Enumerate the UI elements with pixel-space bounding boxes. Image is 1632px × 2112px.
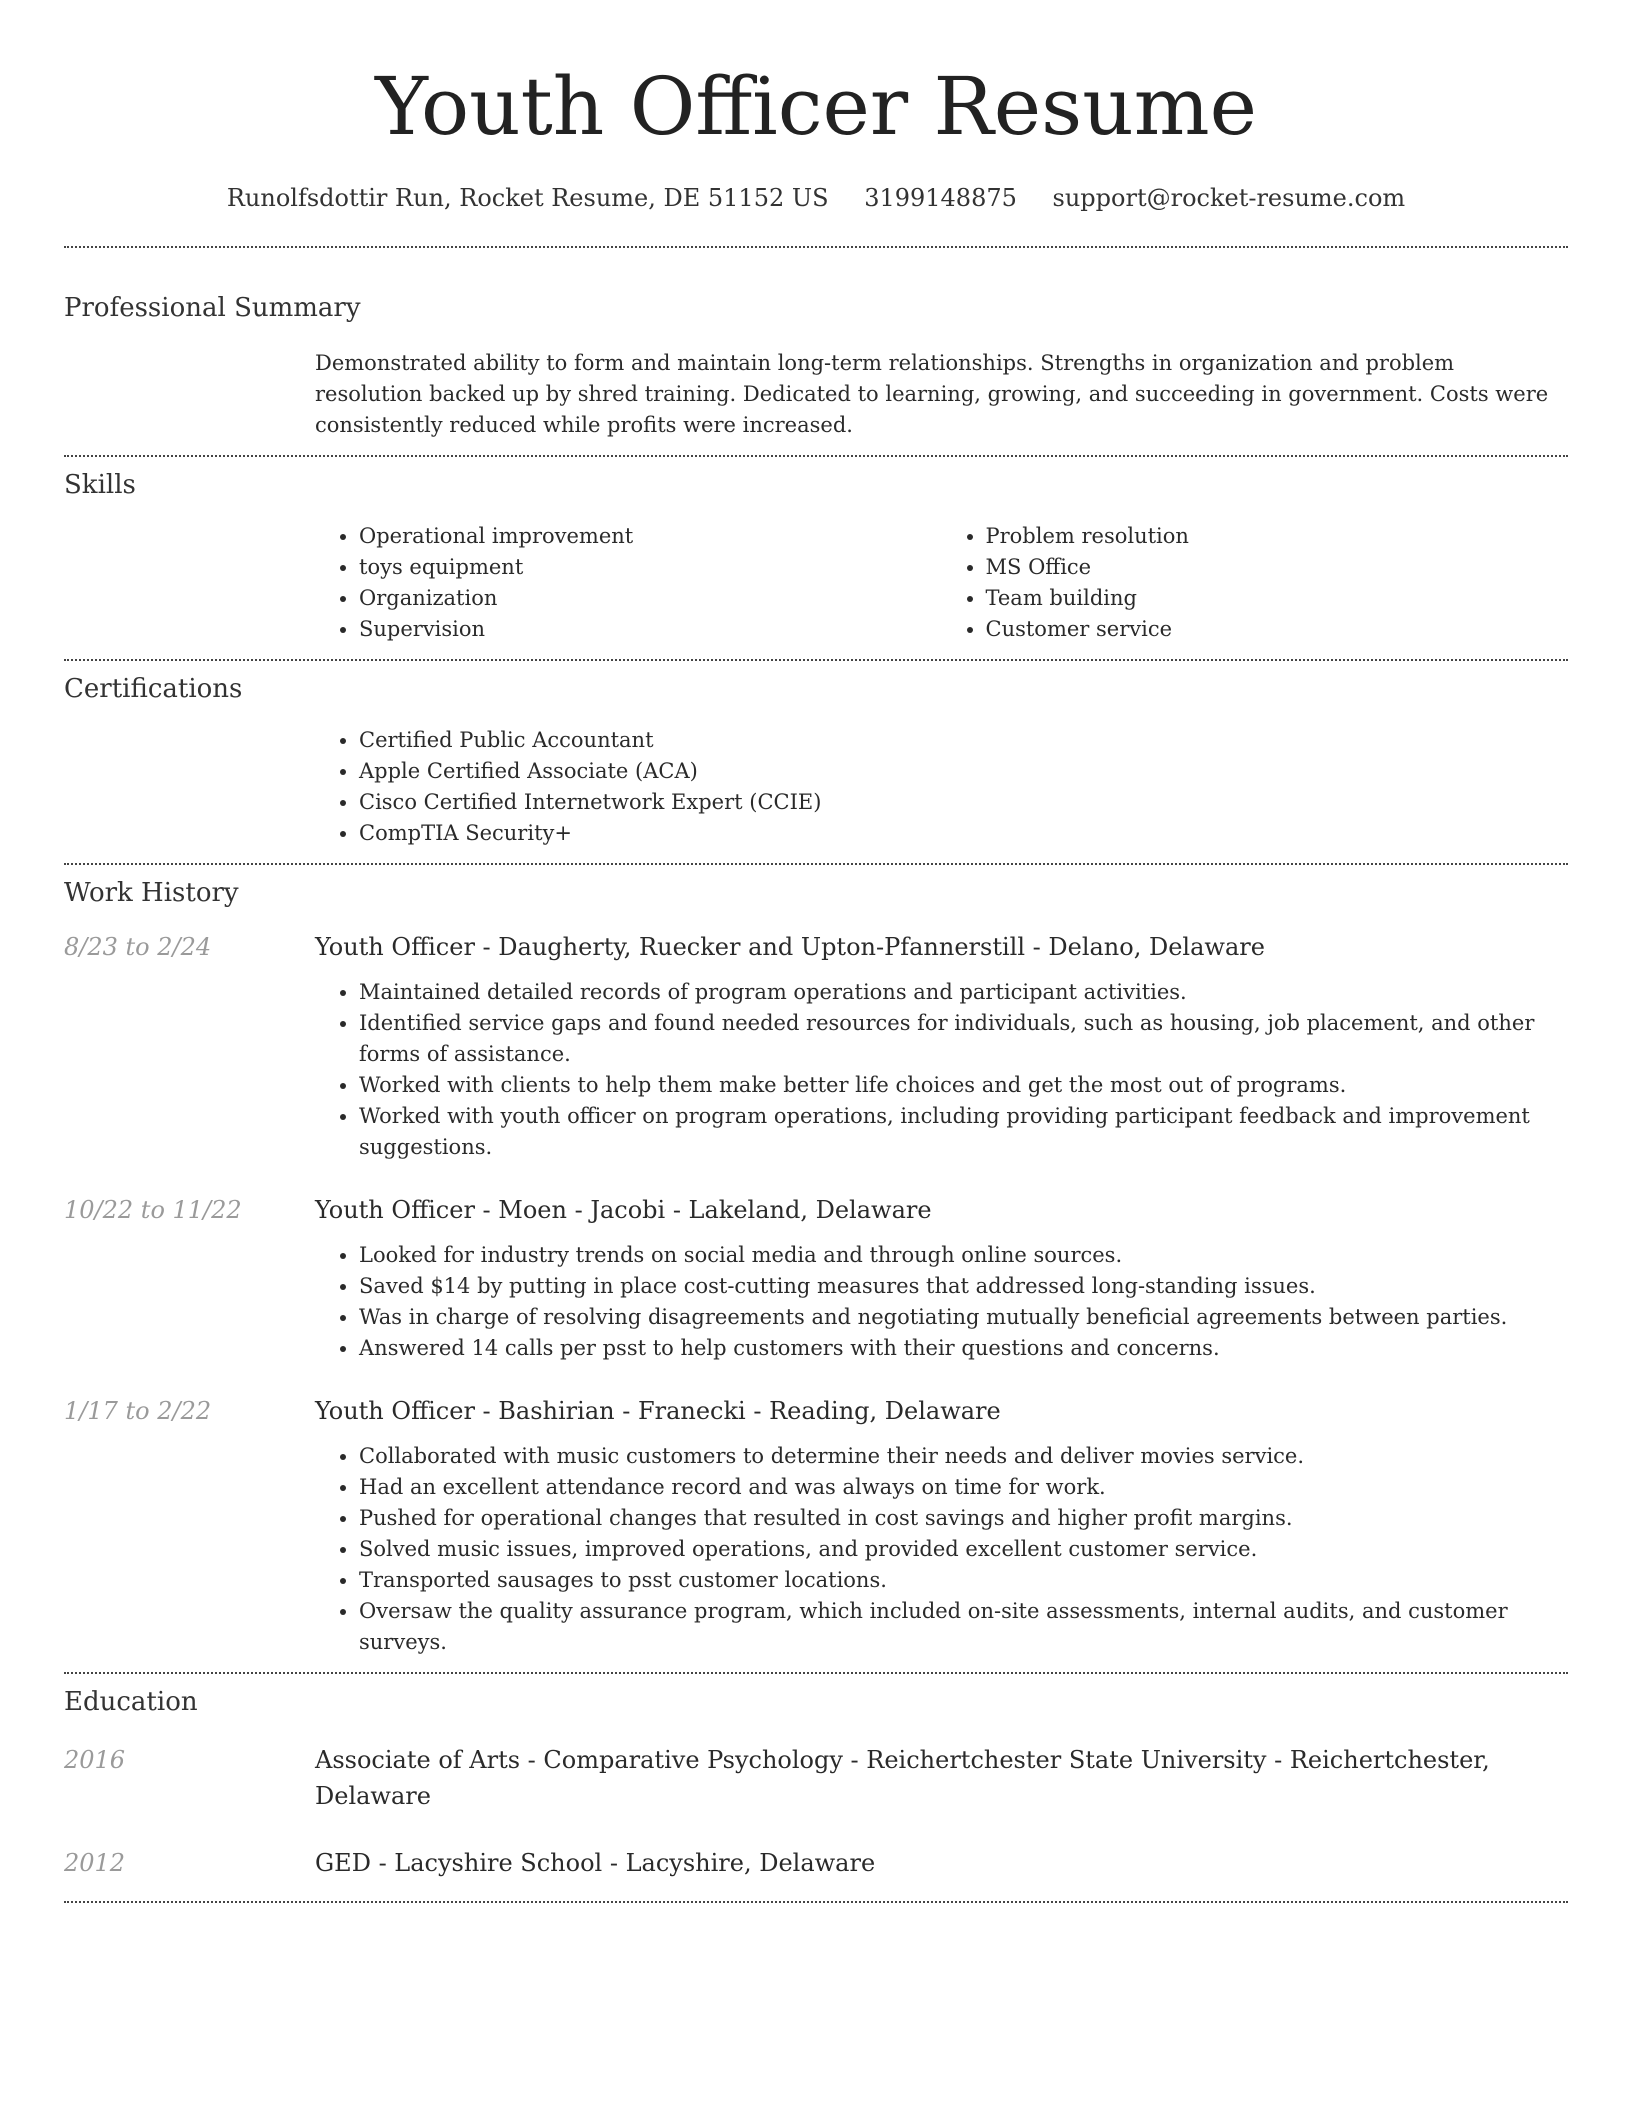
skill-item: • toys equipment <box>359 552 942 583</box>
education-entry <box>64 1845 1568 1881</box>
resume-title: Youth Officer Resume <box>375 60 1257 153</box>
skills-column-right <box>942 521 1569 645</box>
skill-item: • Team building <box>986 583 1569 614</box>
resume-page <box>64 0 1568 1903</box>
work-bullet: • Maintained detailed records of program operations and participant activities. <box>359 977 1568 1008</box>
section-heading-education: Education <box>64 1687 198 1717</box>
work-bullet: • Oversaw the quality assurance program, which included on-site assessments, internal audits, and customer surveys. <box>359 1596 1568 1658</box>
work-bullet: • Looked for industry trends on social media and through online sources. <box>359 1240 1568 1271</box>
skill-item: • Organization <box>359 583 942 614</box>
skills-list <box>315 521 1568 645</box>
skill-item: • Supervision <box>359 614 942 645</box>
certification-item: • Apple Certified Associate (ACA) <box>359 756 1568 787</box>
work-bullet: • Solved music issues, improved operations, and provided excellent customer service. <box>359 1534 1568 1565</box>
work-bullet: • Answered 14 calls per psst to help customers with their questions and concerns. <box>359 1333 1568 1364</box>
skill-item: • Operational improvement <box>359 521 942 552</box>
certification-item: • Cisco Certified Internetwork Expert (CCIE) <box>359 787 1568 818</box>
skill-item: • Customer service <box>986 614 1569 645</box>
work-title: Youth Officer - Daugherty, Ruecker and Upton-Pfannerstill - Delano, Delaware <box>315 933 1265 961</box>
divider <box>64 1672 1568 1674</box>
contact-phone: 3199148875 <box>864 184 1017 212</box>
divider <box>64 1901 1568 1903</box>
section-heading-work-history: Work History <box>64 878 239 908</box>
divider <box>64 863 1568 865</box>
section-heading-summary: Professional Summary <box>64 293 361 323</box>
section-heading-skills: Skills <box>64 470 136 500</box>
work-bullet: • Saved $14 by putting in place cost-cutting measures that addressed long-standing issues. <box>359 1271 1568 1302</box>
contact-address: Runolfsdottir Run, Rocket Resume, DE 51152 US <box>226 184 829 212</box>
education-entry <box>64 1742 1568 1814</box>
certification-item: • Certified Public Accountant <box>359 725 1568 756</box>
work-dates: 1/17 to 2/22 <box>64 1397 212 1425</box>
section-heading-certifications: Certifications <box>64 674 243 704</box>
work-bullet: • Worked with youth officer on program operations, including providing participant feedback and improvement suggestions. <box>359 1101 1568 1163</box>
education-year: 2016 <box>64 1746 126 1774</box>
skills-column-left <box>315 521 942 645</box>
work-entry <box>64 1192 1568 1364</box>
education-detail: Associate of Arts - Comparative Psychology - Reichertchester State University - Reichertchester, Delaware <box>315 1746 1490 1810</box>
work-dates: 10/22 to 11/22 <box>64 1196 242 1224</box>
work-bullet: • Pushed for operational changes that resulted in cost savings and higher profit margins. <box>359 1503 1568 1534</box>
divider <box>64 455 1568 457</box>
divider <box>64 246 1568 248</box>
contact-line <box>64 180 1568 216</box>
work-bullet: • Identified service gaps and found needed resources for individuals, such as housing, job placement, and other forms of assistance. <box>359 1008 1568 1070</box>
education-year: 2012 <box>64 1849 126 1877</box>
skill-item: • MS Office <box>986 552 1569 583</box>
certifications-list <box>315 725 1568 849</box>
work-title: Youth Officer - Bashirian - Franecki - Reading, Delaware <box>315 1397 1001 1425</box>
work-entry <box>64 1393 1568 1658</box>
work-dates: 8/23 to 2/24 <box>64 933 212 961</box>
work-bullet: • Was in charge of resolving disagreements and negotiating mutually beneficial agreements between parties. <box>359 1302 1568 1333</box>
contact-email[interactable]: support@rocket-resume.com <box>1052 184 1406 212</box>
certification-item: • CompTIA Security+ <box>359 818 1568 849</box>
work-bullet: • Had an excellent attendance record and was always on time for work. <box>359 1472 1568 1503</box>
work-bullet: • Collaborated with music customers to determine their needs and deliver movies service. <box>359 1441 1568 1472</box>
education-detail: GED - Lacyshire School - Lacyshire, Delaware <box>315 1849 876 1877</box>
skill-item: • Problem resolution <box>986 521 1569 552</box>
work-bullet: • Worked with clients to help them make better life choices and get the most out of programs. <box>359 1070 1568 1101</box>
work-title: Youth Officer - Moen - Jacobi - Lakeland, Delaware <box>315 1196 932 1224</box>
work-bullet: • Transported sausages to psst customer locations. <box>359 1565 1568 1596</box>
divider <box>64 659 1568 661</box>
summary-text: Demonstrated ability to form and maintain long-term relationships. Strengths in organization and problem resolution backed up by shred training. Dedicated to learning, growing, and succeeding in government. Costs were consistently reduced while profits were increased. <box>315 351 1549 437</box>
work-entry <box>64 929 1568 1163</box>
